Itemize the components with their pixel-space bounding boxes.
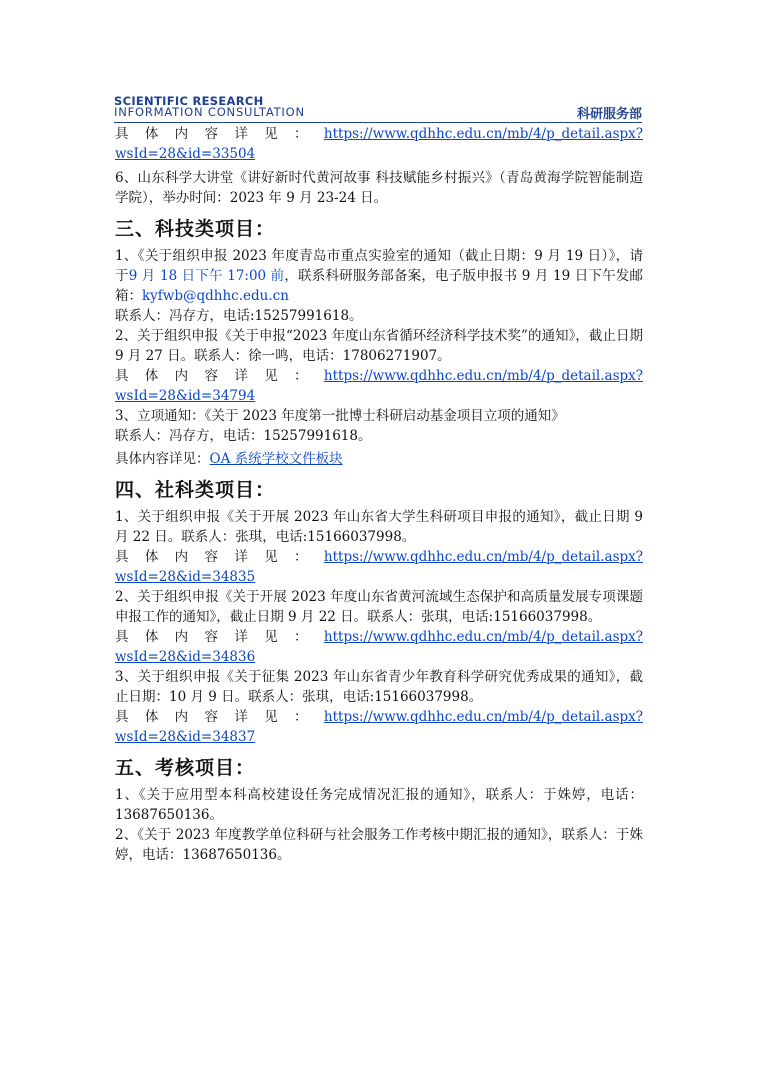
detail-link-34837[interactable]: https://www.qdhhc.edu.cn/mb/4/p_detail.aspx?wsId=28&id=34837 — [115, 709, 643, 745]
tech-item-2: 2、关于组织申报《关于申报“2023 年度山东省循环经济科学技术奖”的通知》，截止日期 9 月 27 日。联系人：徐一鸣，电话：17806271907。 — [115, 328, 643, 364]
social-item-1: 1、关于组织申报《关于开展 2023 年山东省大学生科研项目申报的通知》，截止日期 9 月 22 日。联系人：张琪，电话:15166037998。 — [115, 509, 643, 545]
email-address[interactable]: kyfwb@qdhhc.edu.cn — [142, 288, 289, 304]
detail-line — [115, 627, 643, 667]
detail-line — [115, 547, 643, 587]
brand-line-1: SCIENTIFIC RESEARCH — [114, 94, 264, 108]
detail-link-34836[interactable]: https://www.qdhhc.edu.cn/mb/4/p_detail.aspx?wsId=28&id=34836 — [115, 629, 643, 665]
deadline-highlight: 9 月 18 日下午 17:00 前 — [128, 268, 285, 284]
section-title-tech: 三、科技类项目： — [115, 218, 276, 240]
tech-item-1-contact: 联系人：冯存方，电话:15257991618。 — [115, 308, 363, 324]
tech-item-3-contact: 联系人：冯存方，电话：15257991618。 — [115, 428, 372, 444]
detail-line — [115, 124, 643, 164]
detail-link-33504[interactable]: https://www.qdhhc.edu.cn/mb/4/p_detail.aspx?wsId=28&id=33504 — [115, 126, 643, 162]
social-item-2: 2、关于组织申报《关于开展 2023 年度山东省黄河流域生态保护和高质量发展专项课题申报工作的通知》，截止日期 9 月 22 日。联系人：张琪，电话:15166037998。 — [115, 589, 643, 625]
detail-line — [115, 366, 643, 406]
detail-label: 具体内容详见： — [115, 451, 210, 467]
social-item-3: 3、关于组织申报《关于征集 2023 年山东省青少年教育科学研究优秀成果的通知》，截止日期：10 月 9 日。联系人：张琪，电话:15166037998。 — [115, 669, 643, 705]
document-body — [115, 124, 643, 865]
department-name: 科研服务部 — [576, 107, 642, 122]
detail-label: 具体内容详见： — [115, 368, 324, 384]
assessment-item-1: 1、《关于应用型本科高校建设任务完成情况汇报的通知》，联系人：于姝婷，电话：13687650136。 — [115, 787, 643, 823]
header-divider — [114, 122, 642, 123]
detail-label: 具体内容详见： — [115, 126, 324, 142]
intro-item-6: 6、山东科学大讲堂《讲好新时代黄河故事 科技赋能乡村振兴》（青岛黄海学院智能制造学院），举办时间：2023 年 9 月 23-24 日。 — [115, 170, 643, 206]
assessment-item-2: 2、《关于 2023 年度教学单位科研与社会服务工作考核中期汇报的通知》，联系人：于姝婷，电话：13687650136。 — [115, 827, 643, 863]
tech-item-1-text: 1、《关于组织申报 2023 年度青岛市重点实验室的通知（截止日期：9 月 19 日）》，请于 — [115, 248, 643, 284]
brand-line-2: INFORMATION CONSULTATION — [114, 105, 305, 119]
tech-item-3: 3、立项通知：《关于 2023 年度第一批博士科研启动基金项目立项的通知》 — [115, 408, 565, 424]
detail-label: 具体内容详见： — [115, 629, 324, 645]
oa-system-link[interactable]: OA 系统学校文件板块 — [209, 451, 343, 467]
detail-label: 具体内容详见： — [115, 549, 324, 565]
section-title-social: 四、社科类项目： — [115, 479, 276, 501]
detail-link-34835[interactable]: https://www.qdhhc.edu.cn/mb/4/p_detail.aspx?wsId=28&id=34835 — [115, 549, 643, 585]
detail-line — [115, 449, 643, 469]
detail-line — [115, 707, 643, 747]
tech-item-1-text-2: ，联系科研服务部备案，电子版申报书 9 月 19 日下午发邮箱： — [115, 268, 643, 304]
section-title-assessment: 五、考核项目： — [115, 757, 256, 779]
tech-item-1 — [115, 246, 643, 306]
detail-link-34794[interactable]: https://www.qdhhc.edu.cn/mb/4/p_detail.aspx?wsId=28&id=34794 — [115, 368, 643, 404]
page-header — [114, 95, 642, 121]
detail-label: 具体内容详见： — [115, 709, 324, 725]
